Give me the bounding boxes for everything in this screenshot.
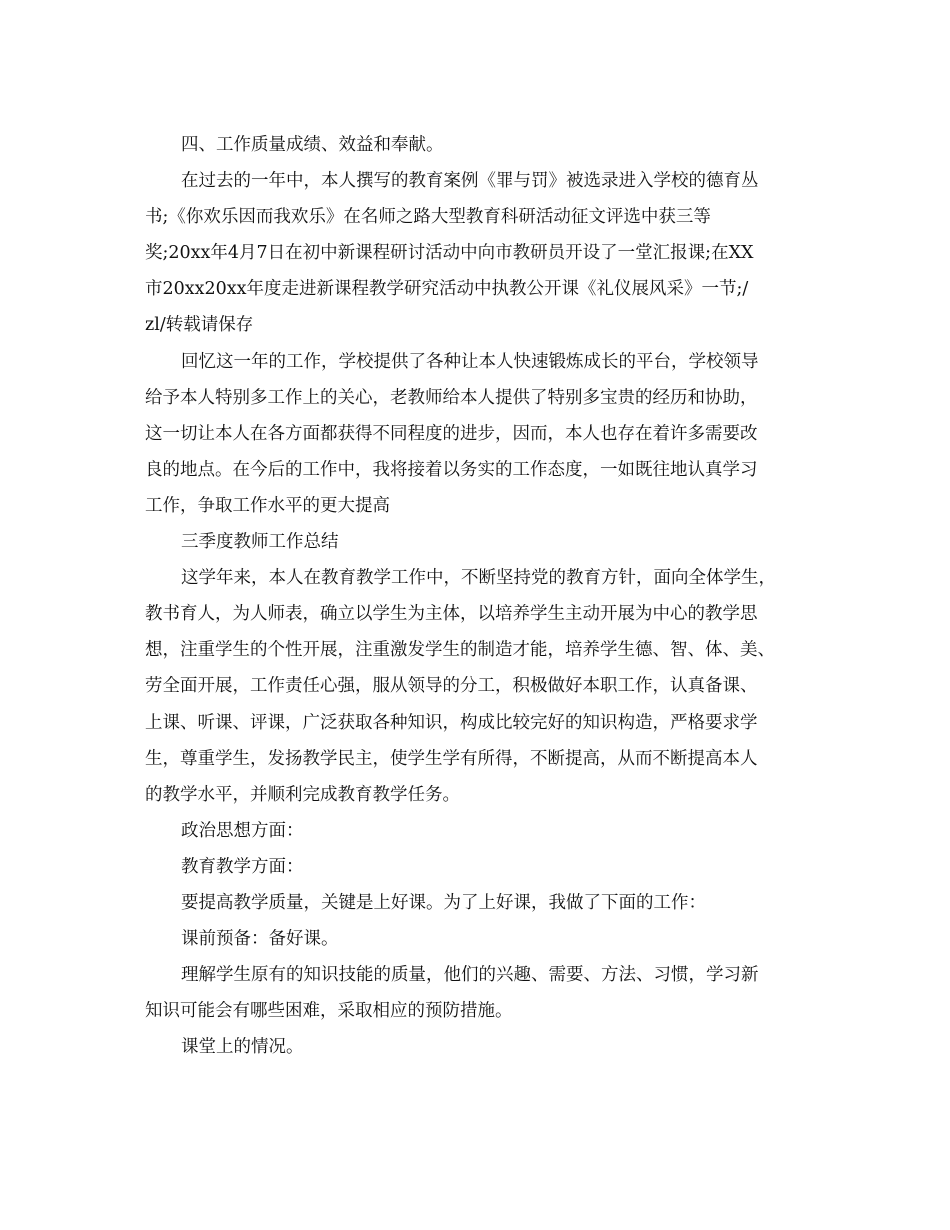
paragraph-reflection: [145, 344, 810, 524]
text-line: 知识可能会有哪些困难，采取相应的预防措施。: [145, 1001, 513, 1022]
text-line: 这学年来，本人在教育教学工作中，不断坚持党的教育方针，面向全体学生，: [181, 568, 776, 589]
paragraph-title: [145, 524, 810, 560]
text-line: 在过去的一年中，本人撰写的教育案例《罪与罚》被选录进入学校的德育丛: [181, 171, 759, 192]
text-line: 上课、听课、评课，广泛获取各种知识，构成比较完好的知识构造，严格要求学: [145, 712, 758, 733]
text-line: 的教学水平，并顺利完成教育教学任务。: [145, 784, 460, 805]
text-line: 教书育人，为人师表，确立以学生为主体，以培养学生主动开展为中心的教学思: [145, 604, 758, 625]
text-line: 回忆这一年的工作，学校提供了各种让本人快速锻炼成长的平台，学校领导: [181, 351, 759, 372]
paragraph-preparation: [145, 921, 810, 957]
text-line: 奖;20xx年4月7日在初中新课程研讨活动中向市教研员开设了一堂汇报课;在XX: [145, 243, 754, 264]
text-line: 课堂上的情况。: [181, 1037, 304, 1058]
paragraph-achievements: [145, 163, 810, 343]
text-line: 工作，争取工作水平的更大提高: [145, 495, 390, 516]
text-line: 这一切让本人在各方面都获得不同程度的进步，因而，本人也存在着许多需要改: [145, 423, 758, 444]
document-body: [145, 127, 810, 1065]
text-line: 政治思想方面：: [181, 820, 304, 841]
text-line: 劳全面开展，工作责任心强，服从领导的分工，积极做好本职工作，认真备课、: [145, 676, 758, 697]
paragraph-political: [145, 813, 810, 849]
paragraph-understanding: [145, 957, 810, 1029]
paragraph-quality: [145, 885, 810, 921]
text-line: 要提高教学质量，关键是上好课。为了上好课，我做了下面的工作：: [181, 892, 706, 913]
text-line: zl/转载请保存: [145, 315, 254, 336]
text-line: 良的地点。在今后的工作中，我将接着以务实的工作态度，一如既往地认真学习: [145, 459, 758, 480]
text-line: 四、工作质量成绩、效益和奉献。: [181, 135, 444, 155]
paragraph-classroom: [145, 1029, 810, 1065]
text-line: 课前预备：备好课。: [181, 929, 339, 950]
text-line: 生，尊重学生，发扬教学民主，使学生学有所得，不断提高，从而不断提高本人: [145, 748, 758, 769]
text-line: 三季度教师工作总结: [181, 532, 339, 553]
text-line: 想，注重学生的个性开展，注重激发学生的制造才能，培养学生德、智、体、美、: [145, 640, 775, 661]
text-line: 市20xx20xx年度走进新课程教学研究活动中执教公开课《礼仪展风采》一节;/: [145, 279, 749, 300]
text-line: 理解学生原有的知识技能的质量，他们的兴趣、需要、方法、习惯，学习新: [181, 965, 759, 986]
text-line: 给予本人特别多工作上的关心，老教师给本人提供了特别多宝贵的经历和协助，: [145, 387, 758, 408]
paragraph-summary: [145, 560, 810, 813]
text-line: 书;《你欢乐因而我欢乐》在名师之路大型教育科研活动征文评选中获三等: [145, 207, 711, 228]
paragraph-teaching: [145, 849, 810, 885]
paragraph-section-heading: [145, 127, 810, 163]
text-line: 教育教学方面：: [181, 856, 304, 877]
